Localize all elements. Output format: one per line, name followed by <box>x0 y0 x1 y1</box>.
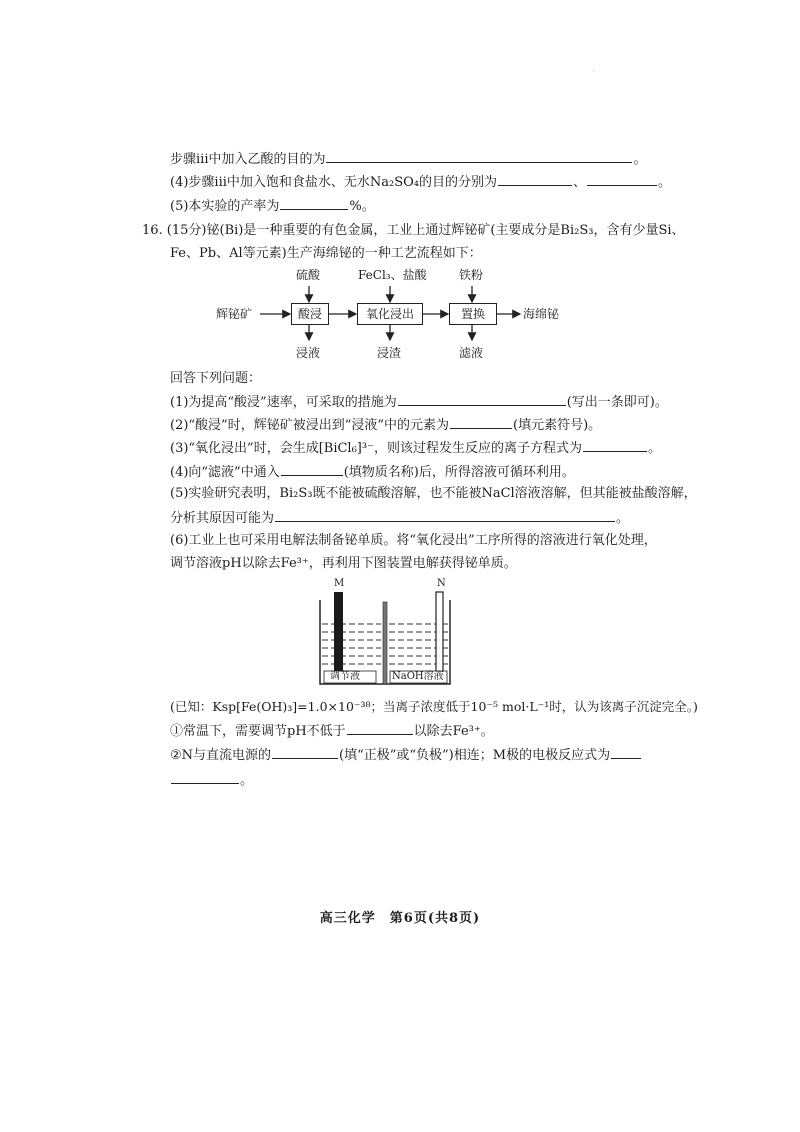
answer-blank[interactable] <box>587 172 657 186</box>
q15-line3-unit: %。 <box>349 199 375 214</box>
sub-question-2 <box>170 415 601 435</box>
answer-blank[interactable] <box>347 721 413 735</box>
flow-step-displacement: 置换 <box>449 303 497 325</box>
answer-blank[interactable] <box>275 508 615 522</box>
q15-line3 <box>170 196 375 216</box>
sub-question-2-note: (填元素符号)。 <box>513 418 602 433</box>
q15-line2-text: (4)步骤iii中加入饱和食盐水、无水Na₂SO₄的目的分别为 <box>170 175 497 190</box>
process-flow-diagram <box>210 266 590 362</box>
sub-question-6-2-end: 。 <box>240 773 254 788</box>
reagent-fecl3-hcl: FeCl₃、盐酸 <box>358 268 427 282</box>
q15-line2-end: 。 <box>658 175 672 190</box>
right-solution-label: NaOH溶液 <box>392 671 444 682</box>
known-condition: (已知：Ksp[Fe(OH)₃]=1.0×10⁻³⁸；当离子浓度低于10⁻⁵ mol·L⁻¹时，认为该离子沉淀完全。) <box>170 699 698 714</box>
flow-start-material: 辉铋矿 <box>216 307 253 321</box>
left-solution-label: 调节液 <box>330 671 360 682</box>
sub-question-6-line1: (6)工业上也可采用电解法制备铋单质。将“氧化浸出”工序所得的溶液进行氧化处理， <box>170 533 657 548</box>
flow-product: 海绵铋 <box>523 307 560 321</box>
q16-intro-2: Fe、Pb、Al等元素)生产海绵铋的一种工艺流程如下： <box>170 246 482 261</box>
sub-question-5-line1: (5)实验研究表明，Bi₂S₃既不能被硫酸溶解，也不能被NaCl溶液溶解，但其能被盐酸溶解， <box>170 486 697 501</box>
answer-blank[interactable] <box>583 438 647 452</box>
sub-question-3 <box>170 438 661 458</box>
electrolysis-cell-drawing <box>300 576 470 688</box>
answer-blank[interactable] <box>272 745 338 759</box>
answer-prompt: 回答下列问题： <box>170 371 262 386</box>
answer-blank[interactable] <box>171 770 239 784</box>
sub-question-6-1-note: 以除去Fe³⁺。 <box>413 724 494 739</box>
electrode-m-label: M <box>334 578 345 589</box>
flow-output-residue: 浸渣 <box>377 346 402 360</box>
sub-question-3-end: 。 <box>647 441 661 456</box>
q15-line1-end: 。 <box>633 152 647 167</box>
flow-step-oxidative-leach: 氧化浸出 <box>357 303 423 325</box>
page-footer: 高三化学 第6页(共8页) <box>319 911 481 926</box>
sub-question-5-text: 分析其原因可能为 <box>170 511 275 526</box>
q15-line1-text: 步骤iii中加入乙酸的目的为 <box>170 152 326 167</box>
answer-blank[interactable] <box>611 745 641 759</box>
answer-blank[interactable] <box>281 462 343 476</box>
q15-line2-sep: 、 <box>573 175 587 190</box>
answer-blank[interactable] <box>326 149 632 163</box>
sub-question-3-text: (3)“氧化浸出”时，会生成[BiCl₆]³⁻，则该过程发生反应的离子方程式为 <box>170 441 582 456</box>
sub-question-1-note: (写出一条即可)。 <box>566 395 668 410</box>
sub-question-6-2-cont <box>170 770 253 790</box>
scan-speck: · <box>592 66 596 77</box>
sub-question-4 <box>170 462 575 482</box>
sub-question-6-1 <box>170 721 494 741</box>
sub-question-6-line2: 调节溶液pH以除去Fe³⁺，再利用下图装置电解获得铋单质。 <box>170 556 517 571</box>
flow-step-acid-leach: 酸浸 <box>291 303 329 325</box>
flow-output-filtrate: 滤液 <box>459 346 484 360</box>
answer-blank[interactable] <box>450 415 512 429</box>
sub-question-6-2 <box>170 745 642 765</box>
sub-question-2-text: (2)“酸浸”时，辉铋矿被浸出到“浸液”中的元素为 <box>170 418 449 433</box>
sub-question-5-end: 。 <box>616 511 630 526</box>
sub-question-6-1-text: ①常温下，需要调节pH不低于 <box>170 724 346 739</box>
q15-line2 <box>170 172 671 192</box>
sub-question-1 <box>170 392 668 412</box>
q16-intro-1: 16. (15分)铋(Bi)是一种重要的有色金属，工业上通过辉铋矿(主要成分是Bi₂S₃，含有少量Si、 <box>142 223 685 238</box>
answer-blank[interactable] <box>398 392 566 406</box>
reagent-iron-powder: 铁粉 <box>459 268 484 282</box>
flow-output-leachate: 浸液 <box>296 346 321 360</box>
electrode-n-label: N <box>437 578 446 589</box>
sub-question-4-note: (填物质名称)后，所得溶液可循环利用。 <box>343 465 575 480</box>
sub-question-1-text: (1)为提高“酸浸”速率，可采取的措施为 <box>170 395 397 410</box>
answer-blank[interactable] <box>498 172 572 186</box>
reagent-sulfuric-acid: 硫酸 <box>296 268 321 282</box>
sub-question-6-2-text: ②N与直流电源的 <box>170 748 272 763</box>
answer-blank[interactable] <box>280 196 348 210</box>
sub-question-5-line2 <box>170 508 629 528</box>
sub-question-6-2-note: (填“正极”或“负极”)相连；M极的电极反应式为 <box>339 748 611 763</box>
electrolysis-cell-diagram <box>300 576 470 688</box>
sub-question-4-text: (4)向“滤液”中通入 <box>170 465 280 480</box>
q15-line3-text: (5)本实验的产率为 <box>170 199 280 214</box>
q15-line1 <box>170 149 647 169</box>
